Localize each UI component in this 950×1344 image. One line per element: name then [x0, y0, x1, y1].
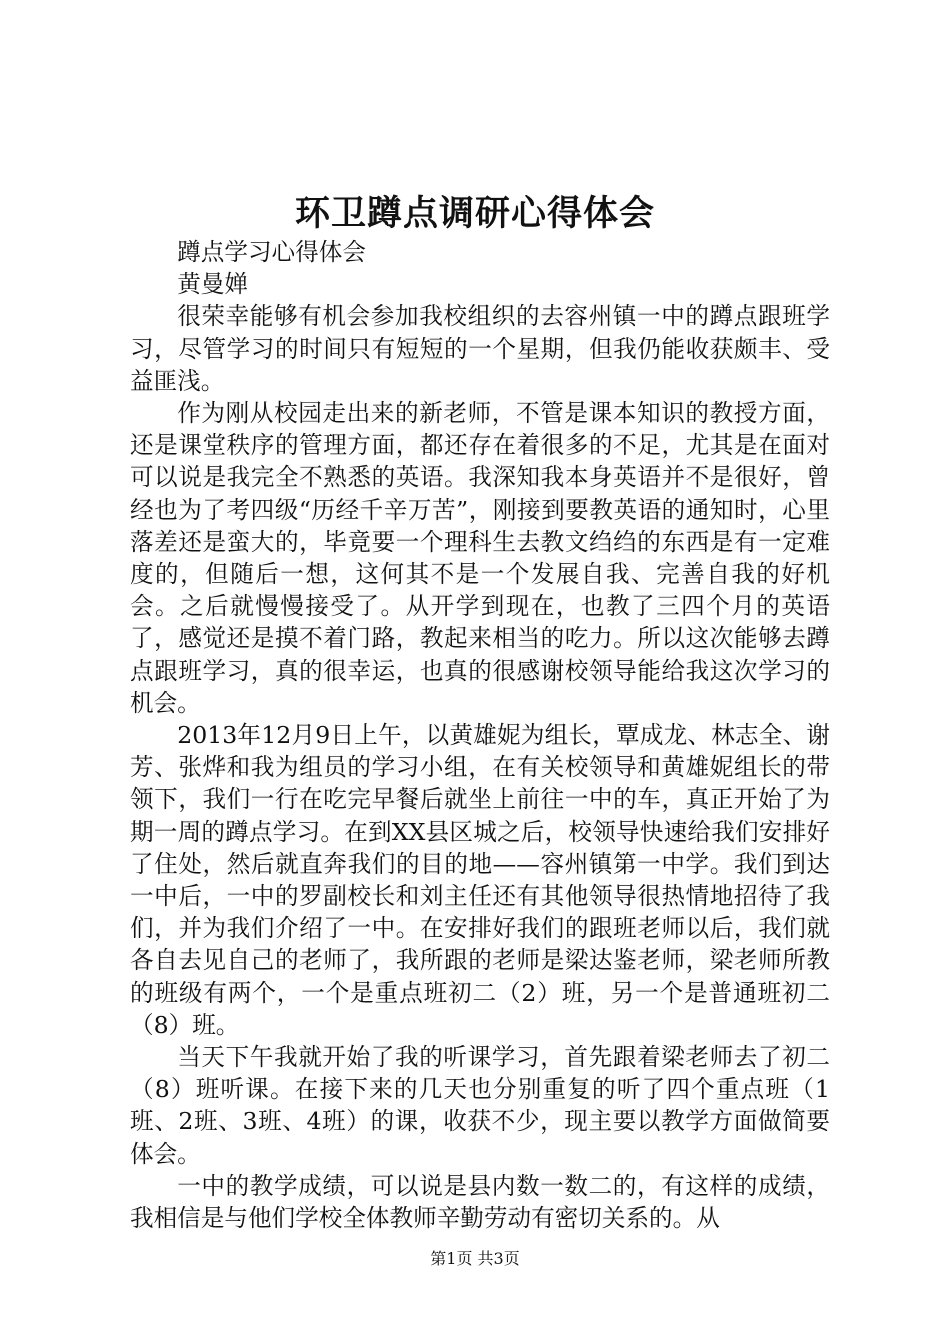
document-author: 黄曼婵	[177, 270, 248, 299]
paragraph-3: 2013年12月9日上午，以黄雄妮为组长，覃成龙、林志全、谢芳、张烨和我为组员的学习小组，在有关校领导和黄雄妮组长的带领下，我们一行在吃完早餐后就坐上前往一中的车，真正开始了为期一周的蹲点学习。在到XX县区城之后，校领导快速给我们安排好了住处，然后就直奔我们的目的地——容州镇第一中学。我们到达一中后，一中的罗副校长和刘主任还有其他领导很热情地招待了我们，并为我们介绍了一中。在安排好我们的跟班老师以后，我们就各自去见自己的老师了，我所跟的老师是梁达鉴老师，梁老师所教的班级有两个，一个是重点班初二（2）班，另一个是普通班初二（8）班。	[130, 721, 830, 1039]
paragraph-5: 一中的教学成绩，可以说是县内数一数二的，有这样的成绩，我相信是与他们学校全体教师辛勤劳动有密切关系的。从	[130, 1171, 830, 1233]
paragraph-4: 当天下午我就开始了我的听课学习，首先跟着梁老师去了初二（8）班听课。在接下来的几天也分别重复的听了四个重点班（1班、2班、3班、4班）的课，收获不少，现主要以教学方面做简要体会。	[130, 1043, 830, 1168]
document-body	[130, 236, 830, 1234]
page-number-footer: 第1页 共3页	[430, 1249, 520, 1268]
paragraph-1: 很荣幸能够有机会参加我校组织的去容州镇一中的蹲点跟班学习，尽管学习的时间只有短短的一个星期，但我仍能收获颇丰、受益匪浅。	[130, 302, 830, 395]
paragraph-2: 作为刚从校园走出来的新老师，不管是课本知识的教授方面，还是课堂秩序的管理方面，都还存在着很多的不足，尤其是在面对可以说是我完全不熟悉的英语。我深知我本身英语并不是很好，曾经也为了考四级“历经千辛万苦”，刚接到要教英语的通知时，心里落差还是蛮大的，毕竟要一个理科生去教文绉绉的东西是有一定难度的，但随后一想，这何其不是一个发展自我、完善自我的好机会。之后就慢慢接受了。从开学到现在，也教了三四个月的英语了，感觉还是摸不着门路，教起来相当的吃力。所以这次能够去蹲点跟班学习，真的很幸运，也真的很感谢校领导能给我这次学习的机会。	[130, 399, 830, 717]
document-subtitle: 蹲点学习心得体会	[177, 238, 366, 266]
document-title: 环卫蹲点调研心得体会	[294, 193, 655, 234]
